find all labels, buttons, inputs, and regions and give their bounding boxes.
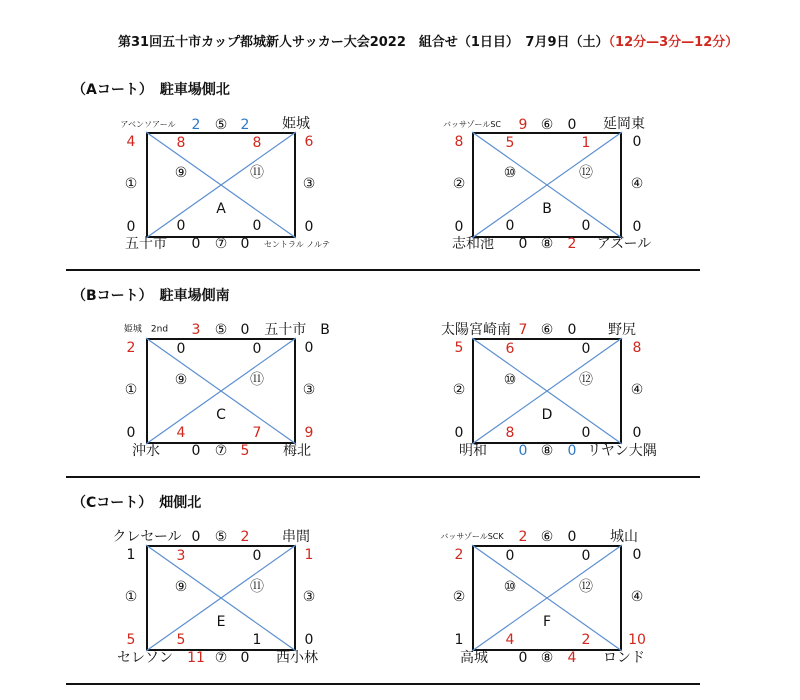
team-tl: アベンソアール xyxy=(120,120,176,129)
game-number: ④ xyxy=(630,589,644,605)
diagonals-a xyxy=(146,132,296,238)
court-c-title: （Cコート） 畑側北 xyxy=(72,495,202,511)
team-bl: 明和 xyxy=(459,443,487,459)
score: 0 xyxy=(126,219,136,235)
game-number: ⑦ xyxy=(214,443,228,459)
group-letter: B xyxy=(542,201,552,217)
court-b-title: （Bコート） 駐車場側南 xyxy=(72,288,230,304)
score: 2 xyxy=(454,547,464,563)
team-br: リヤン大隅 xyxy=(587,443,657,459)
team-br: 梅北 xyxy=(283,443,311,459)
team-tr: 野尻 xyxy=(608,322,636,338)
score: 4 xyxy=(126,134,136,150)
score: 0 xyxy=(191,443,201,459)
score: 8 xyxy=(505,425,515,441)
score: 1 xyxy=(252,632,262,648)
game-number: ⑧ xyxy=(540,236,554,252)
game-number: ③ xyxy=(302,589,316,605)
game-number: ⑪ xyxy=(250,372,264,388)
game-number: ⑩ xyxy=(503,579,517,595)
score: 0 xyxy=(518,236,528,252)
score: 6 xyxy=(505,341,515,357)
score: 4 xyxy=(505,632,515,648)
team-tl: バッサゾールSCK xyxy=(440,532,504,541)
diagonals-d xyxy=(472,338,622,444)
team-tl: 太陽宮崎南 xyxy=(441,322,511,338)
team-br: 西小林 xyxy=(276,650,318,666)
team-tr: 串間 xyxy=(282,529,310,545)
score: 9 xyxy=(304,425,314,441)
score: 0 xyxy=(304,340,314,356)
game-number: ⑥ xyxy=(540,117,554,133)
score: 2 xyxy=(126,340,136,356)
game-number: ② xyxy=(452,382,466,398)
game-number: ⑦ xyxy=(214,236,228,252)
score: 2 xyxy=(518,529,528,545)
game-number: ⑧ xyxy=(540,650,554,666)
diagonals-e xyxy=(146,545,296,651)
score: 1 xyxy=(581,135,591,151)
section-divider xyxy=(66,269,700,271)
score: 0 xyxy=(454,219,464,235)
score: 0 xyxy=(581,548,591,564)
score: 0 xyxy=(505,218,515,234)
score: 0 xyxy=(252,218,262,234)
team-bl: 志和池 xyxy=(452,236,494,252)
team-tl: バッサゾールSC xyxy=(442,120,502,129)
score: 0 xyxy=(567,443,577,459)
group-letter: A xyxy=(216,201,226,217)
score: 8 xyxy=(176,135,186,151)
score: 2 xyxy=(581,632,591,648)
score: 0 xyxy=(518,443,528,459)
team-tr: 姫城 xyxy=(282,116,310,132)
game-number: ⑧ xyxy=(540,443,554,459)
score: 1 xyxy=(304,547,314,563)
section-divider xyxy=(66,683,700,685)
score: 0 xyxy=(191,529,201,545)
score: 2 xyxy=(240,529,250,545)
score: 1 xyxy=(126,547,136,563)
score: 0 xyxy=(567,322,577,338)
score: 0 xyxy=(126,425,136,441)
court-a-title: （Aコート） 駐車場側北 xyxy=(72,82,230,98)
game-number: ⑨ xyxy=(174,579,188,595)
score: 0 xyxy=(252,548,262,564)
score: 0 xyxy=(581,425,591,441)
score: 4 xyxy=(176,425,186,441)
team-br: ロンド xyxy=(603,650,645,666)
score: 2 xyxy=(567,236,577,252)
score: 0 xyxy=(252,341,262,357)
score: 0 xyxy=(176,341,186,357)
team-tl: クレセール xyxy=(112,529,182,545)
team-tl: 姫城 2nd xyxy=(123,324,169,335)
game-number: ⑤ xyxy=(214,117,228,133)
team-tr: 五十市 B xyxy=(264,322,330,338)
score: 7 xyxy=(518,322,528,338)
group-letter: C xyxy=(216,407,226,423)
score: 0 xyxy=(240,322,250,338)
game-number: ⑫ xyxy=(579,372,593,388)
score: 0 xyxy=(632,134,642,150)
score: 5 xyxy=(454,340,464,356)
game-number: ④ xyxy=(630,176,644,192)
game-number: ① xyxy=(124,176,138,192)
group-letter: D xyxy=(541,407,553,423)
score: 11 xyxy=(187,650,205,666)
score: 5 xyxy=(240,443,250,459)
game-number: ⑥ xyxy=(540,322,554,338)
score: 0 xyxy=(176,218,186,234)
title-text: 第31回五十市カップ都城新人サッカー大会2022 組合せ（1日目） 7月9日（土） xyxy=(118,35,609,50)
team-bl: セレソン xyxy=(117,650,173,666)
diagonals-b xyxy=(472,132,622,238)
score: 5 xyxy=(126,632,136,648)
score: 0 xyxy=(567,117,577,133)
score: 0 xyxy=(240,236,250,252)
game-number: ⑪ xyxy=(250,165,264,181)
score: 0 xyxy=(304,632,314,648)
game-number: ⑩ xyxy=(503,165,517,181)
diagonals-f xyxy=(472,545,622,651)
score: 2 xyxy=(191,117,201,133)
game-number: ⑦ xyxy=(214,650,228,666)
score: 1 xyxy=(454,632,464,648)
score: 4 xyxy=(567,650,577,666)
game-number: ① xyxy=(124,589,138,605)
game-number: ① xyxy=(124,382,138,398)
score: 8 xyxy=(632,340,642,356)
score: 9 xyxy=(518,117,528,133)
score: 5 xyxy=(505,135,515,151)
score: 0 xyxy=(304,219,314,235)
team-bl: 高城 xyxy=(460,650,488,666)
score: 0 xyxy=(454,425,464,441)
team-br: セントラル ノルテ xyxy=(264,240,330,249)
score: 7 xyxy=(252,425,262,441)
score: 2 xyxy=(240,117,250,133)
time-note: （12分—3分—12分） xyxy=(608,35,739,50)
game-number: ④ xyxy=(630,382,644,398)
section-divider xyxy=(66,476,700,478)
score: 8 xyxy=(454,134,464,150)
game-number: ③ xyxy=(302,176,316,192)
game-number: ⑫ xyxy=(579,165,593,181)
score: 0 xyxy=(632,219,642,235)
score: 0 xyxy=(518,650,528,666)
game-number: ⑩ xyxy=(503,372,517,388)
page-title xyxy=(118,36,738,49)
score: 0 xyxy=(581,341,591,357)
game-number: ② xyxy=(452,589,466,605)
game-number: ⑤ xyxy=(214,529,228,545)
game-number: ⑤ xyxy=(214,322,228,338)
game-number: ⑨ xyxy=(174,372,188,388)
team-tr: 延岡東 xyxy=(603,116,645,132)
game-number: ② xyxy=(452,176,466,192)
score: 0 xyxy=(632,425,642,441)
team-br: アズール xyxy=(596,236,652,252)
team-bl: 沖水 xyxy=(132,443,160,459)
score: 0 xyxy=(240,650,250,666)
score: 10 xyxy=(628,632,646,648)
score: 8 xyxy=(252,135,262,151)
game-number: ③ xyxy=(302,382,316,398)
score: 5 xyxy=(176,632,186,648)
group-letter: E xyxy=(216,614,226,630)
team-bl: 五十市 xyxy=(125,236,167,252)
team-tr: 城山 xyxy=(610,529,638,545)
score: 0 xyxy=(505,548,515,564)
score: 0 xyxy=(191,236,201,252)
score: 3 xyxy=(176,548,186,564)
score: 0 xyxy=(567,529,577,545)
game-number: ⑥ xyxy=(540,529,554,545)
score: 6 xyxy=(304,134,314,150)
score: 0 xyxy=(581,218,591,234)
game-number: ⑫ xyxy=(579,579,593,595)
game-number: ⑪ xyxy=(250,579,264,595)
game-number: ⑨ xyxy=(174,165,188,181)
score: 3 xyxy=(191,322,201,338)
score: 0 xyxy=(632,547,642,563)
group-letter: F xyxy=(542,614,552,630)
diagonals-c xyxy=(146,338,296,444)
